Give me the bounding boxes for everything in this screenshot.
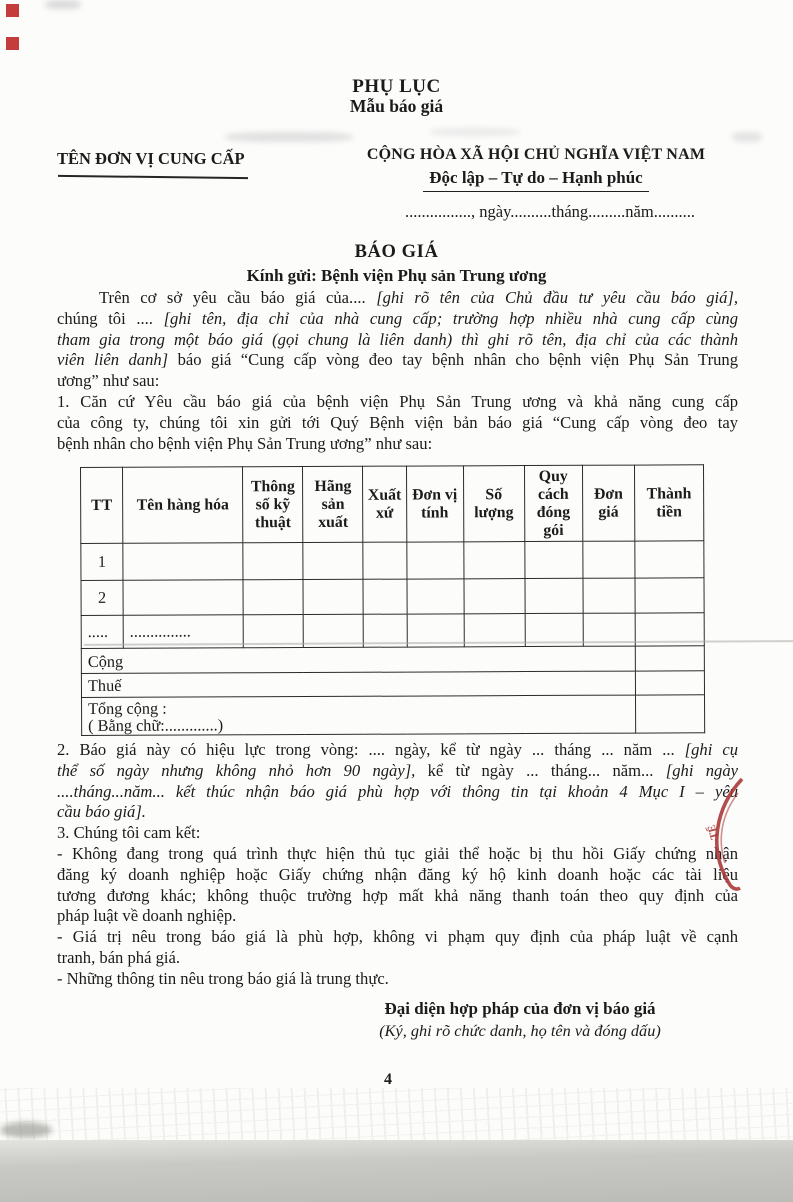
- table-cell: [583, 541, 635, 578]
- table-cell: [406, 579, 463, 614]
- table-cell: [303, 542, 363, 579]
- table-header-row: [81, 465, 704, 544]
- column-header: Đơn vị tính: [406, 466, 463, 542]
- intro-paragraph: [57, 288, 738, 392]
- table-cell: [363, 542, 406, 579]
- text-line: bệnh nhân cho bệnh viện Phụ Sản Trung ương” như sau:: [57, 433, 433, 453]
- page-number: 4: [384, 1071, 392, 1088]
- quote-title: BÁO GIÁ: [354, 242, 439, 262]
- section-2-text: [57, 740, 738, 844]
- column-header: TT: [81, 467, 123, 543]
- table-row: [81, 578, 704, 616]
- column-header: Số lượng: [463, 466, 524, 542]
- scan-smudge: [430, 128, 520, 136]
- table-summary-row: [81, 646, 704, 674]
- text-line: tương đương khác; không thuộc trường hợp mất khả năng thanh toán theo quy định của: [57, 885, 738, 905]
- text-line: 3. Chúng tôi cam kết:: [57, 823, 201, 843]
- text-line: 1. Căn cứ Yêu cầu báo giá của bệnh viện Phụ Sản Trung ương và khả năng cung cấp: [57, 392, 738, 411]
- text-line: tranh, bán phá giá.: [57, 947, 181, 967]
- summary-value-cell: [635, 646, 704, 671]
- text-line: - Những thông tin nêu trong báo giá là trung thực.: [57, 968, 389, 988]
- supplier-underline: [58, 175, 248, 179]
- table-cell: [463, 542, 524, 579]
- stamp-te-text: TẾ: [705, 823, 722, 841]
- text-line: của công ty, chúng tôi xin gửi tới Quý Bệnh viện bản báo giá “Cung cấp vòng đeo tay: [57, 412, 738, 432]
- table-cell: [123, 543, 243, 581]
- scan-smudge: [732, 132, 762, 142]
- table-cell: [406, 542, 463, 579]
- red-square-marker: [6, 4, 19, 17]
- national-header-line: CỘNG HÒA XÃ HỘI CHỦ NGHĨA VIỆT NAM: [366, 146, 706, 163]
- scan-noise-band: [0, 1088, 793, 1142]
- table-cell: [123, 580, 243, 616]
- quote-table: [80, 464, 705, 736]
- summary-value-cell: [635, 671, 704, 695]
- table-cell: ...............: [123, 615, 243, 649]
- text-line: - Giá trị nêu trong báo giá là phù hợp, không vi phạm quy định của pháp luật về cạnh: [57, 927, 738, 947]
- appendix-subtitle: Mẫu báo giá: [349, 96, 444, 116]
- text-line: - Không đang trong quá trình thực hiện thủ tục giải thể hoặc bị thu hồi Giấy chứng nhận: [57, 844, 738, 863]
- text-line: ương” như sau:: [57, 371, 160, 391]
- column-header: Thông số kỹ thuật: [243, 467, 303, 543]
- national-motto-line: Độc lập – Tự do – Hạnh phúc: [358, 168, 714, 192]
- table-cell: [243, 543, 303, 580]
- text-line: tham gia trong một báo giá (gọi chung là liên danh) thì ghi rõ tên, địa chỉ của các thành: [57, 329, 738, 349]
- text-line: đăng ký doanh nghiệp hoặc Giấy chứng nhận đăng ký hộ kinh doanh hoặc các tài liệu: [57, 864, 738, 884]
- scan-smudge: [45, 0, 81, 9]
- text-line: viên liên danh] báo giá “Cung cấp vòng đeo tay bệnh nhân cho bệnh viện Phụ Sản Trung: [57, 350, 738, 370]
- table-cell: [525, 541, 583, 578]
- section-1-text: [57, 392, 738, 454]
- summary-label-cell: Thuế: [81, 671, 635, 697]
- table-cell: [464, 579, 525, 614]
- table-summary-row: [81, 671, 704, 698]
- column-header: Quy cách đóng gói: [524, 465, 582, 541]
- column-header: Tên hàng hóa: [123, 467, 244, 544]
- summary-label-cell: Cộng: [81, 646, 635, 673]
- text-line: pháp luật về doanh nghiệp.: [57, 906, 237, 926]
- column-header: Đơn giá: [582, 465, 634, 541]
- table-cell: [303, 579, 363, 614]
- date-line: ................, ngày..........tháng.........năm..........: [405, 202, 695, 221]
- column-header: Xuất xứ: [363, 466, 406, 542]
- table-cell: [525, 578, 583, 613]
- column-header: Thành tiền: [634, 465, 704, 541]
- scan-smudge: [0, 1122, 52, 1138]
- recipient-line: Kính gửi: Bệnh viện Phụ sản Trung ương: [246, 266, 547, 285]
- section-3-text: [57, 844, 738, 990]
- red-square-marker: [6, 37, 19, 50]
- table-cell: 1: [81, 543, 123, 580]
- table-cell: 2: [81, 580, 123, 615]
- text-line: Trên cơ sở yêu cầu báo giá của.... [ghi rõ tên của Chủ đầu tư yêu cầu báo giá],: [99, 288, 738, 307]
- table-cell: [363, 579, 406, 614]
- text-line: chúng tôi .... [ghi tên, địa chỉ của nhà cung cấp; trường hợp nhiều nhà cung cấp cùng: [57, 308, 738, 328]
- column-header: Hãng sản xuất: [303, 466, 363, 542]
- table-cell: .....: [81, 615, 123, 648]
- scan-smudge: [225, 132, 353, 142]
- table-cell: [583, 578, 635, 613]
- signature-block: [300, 998, 740, 1042]
- text-line: ....tháng...năm... kết thúc nhận báo giá phù hợp với thông tin tại khoản 4 Mục I – yêu: [57, 781, 738, 801]
- table-cell: [243, 580, 303, 615]
- legal-representative-title: Đại diện hợp pháp của đơn vị báo giá: [384, 999, 656, 1018]
- text-line: cầu báo giá].: [57, 802, 146, 822]
- table-cell: [635, 541, 704, 578]
- signing-instruction: (Ký, ghi rõ chức danh, họ tên và đóng dấu): [379, 1021, 661, 1040]
- table-row: [81, 541, 704, 581]
- supplier-name-label: TÊN ĐƠN VỊ CUNG CẤP: [57, 149, 245, 168]
- scan-shadow-footer: [0, 1140, 793, 1202]
- summary-label-cell: Tổng cộng : ( Bằng chữ:.............): [82, 695, 636, 735]
- appendix-title: PHỤ LỤC: [352, 76, 441, 97]
- table-summary-row: [82, 695, 705, 736]
- table-cell: [635, 578, 704, 613]
- text-line: 2. Báo giá này có hiệu lực trong vòng: .... ngày, kể từ ngày ... tháng ... năm ... [ghi cụ: [57, 740, 738, 759]
- summary-value-cell: [635, 695, 704, 733]
- text-line: thể số ngày nhưng không nhỏ hơn 90 ngày], kể từ ngày ... tháng... năm... [ghi ngày: [57, 760, 738, 780]
